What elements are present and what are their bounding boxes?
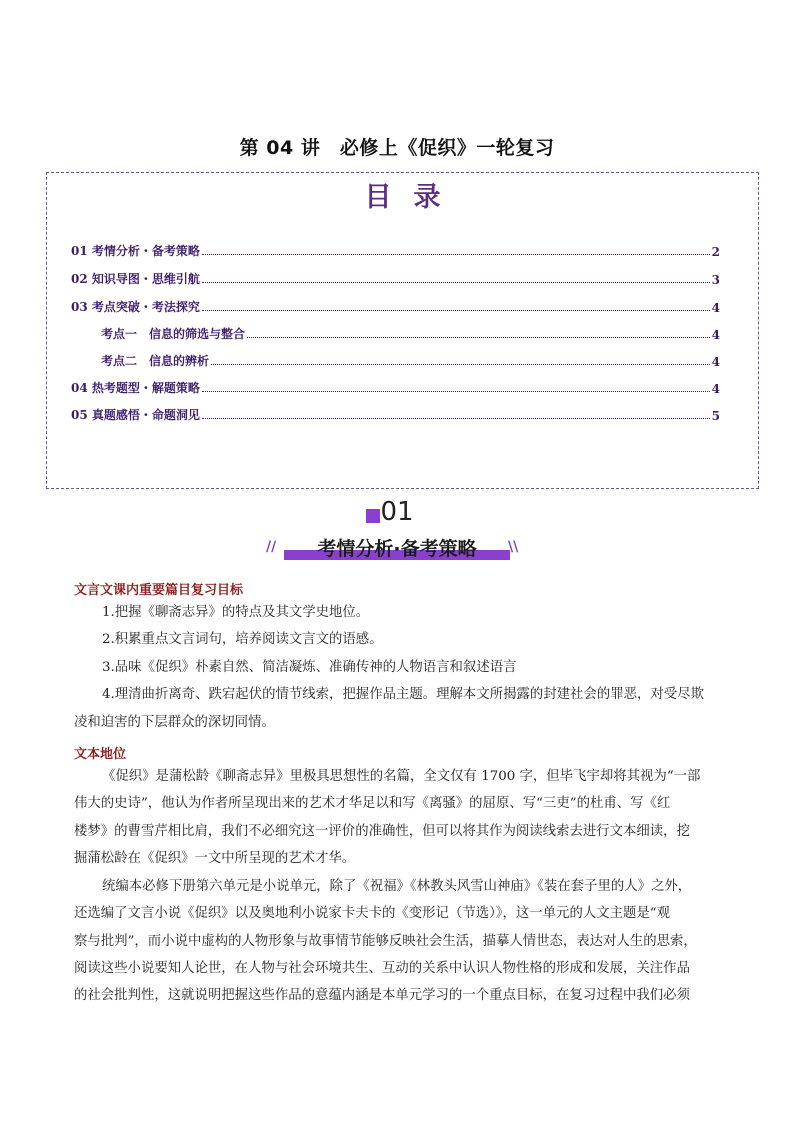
paragraph-line: 阅读这些小说要知人论世，在人物与社会环境共生、互动的关系中认识人物性格的形成和发展，关注作品	[74, 961, 690, 976]
section-title: 考情分析·备考策略	[317, 538, 477, 560]
table-of-contents	[46, 172, 759, 489]
section-number: 01	[380, 497, 414, 527]
toc-item[interactable]: 05 真题感悟・命题洞见 5	[71, 408, 720, 423]
goal-item-continued: 凌和迫害的下层群众的深切同情。	[74, 715, 275, 730]
toc-subitem[interactable]: 考点一 信息的筛选与整合 4	[101, 327, 720, 342]
goal-item: 2.积累重点文言词句，培养阅读文言文的语感。	[102, 632, 383, 647]
toc-item[interactable]: 04 热考题型・解题策略 4	[71, 381, 720, 396]
paragraph-line: 伟大的史诗”，他认为作者所呈现出来的艺术才华足以和写《离骚》的屈原、写“三吏”的杜甫、写《红	[74, 796, 671, 811]
paragraph-line: 还选编了文言小说《促织》以及奥地利小说家卡夫卡的《变形记（节选）》，这一单元的人文主题是“观	[74, 906, 671, 921]
paragraph-line: 统编本必修下册第六单元是小说单元，除了《祝福》《林教头风雪山神庙》《装在套子里的人》之外，	[102, 879, 692, 894]
goal-item: 3.品味《促织》朴素自然、简洁凝炼、准确传神的人物语言和叙述语言	[102, 660, 517, 675]
paragraph-line: 察与批判”，而小说中虚构的人物形象与故事情节能够反映社会生活，描摹人情世态，表达对人生的思索，	[74, 934, 697, 949]
paragraph-line: 的社会批判性，这就说明把握这些作品的意蕴内涵是本单元学习的一个重点目标，在复习过程中我们必须	[74, 988, 690, 1003]
banner-slash-right-icon: \\	[508, 539, 519, 555]
paragraph-line: 掘蒲松龄在《促织》一文中所呈现的艺术才华。	[74, 851, 356, 866]
toc-item[interactable]: 02 知识导图・思维引航 3	[71, 272, 720, 287]
section-banner	[266, 533, 522, 563]
paragraph-line: 楼梦》的曹雪芹相比肩，我们不必细究这一评价的准确性，但可以将其作为阅读线索去进行文本细读，挖	[74, 824, 690, 839]
toc-item[interactable]: 01 考情分析・备考策略 2	[71, 244, 720, 259]
goal-item: 1.把握《聊斋志异》的特点及其文学史地位。	[102, 605, 370, 620]
toc-subitem[interactable]: 考点二 信息的辨析 4	[101, 354, 720, 369]
paragraph-line: 《促织》是蒲松龄《聊斋志异》里极具思想性的名篇，全文仅有 1700 字，但毕飞宇却将其视为“一部	[102, 769, 701, 784]
toc-item[interactable]: 03 考点突破・考法探究 4	[71, 300, 720, 315]
goal-item: 4.理清曲折离奇、跌宕起伏的情节线索，把握作品主题。理解本文所揭露的封建社会的罪恶，对受尽欺	[102, 687, 704, 702]
toc-heading: 目录	[364, 182, 463, 213]
banner-slash-left-icon: //	[266, 539, 277, 555]
goals-heading: 文言文课内重要篇目复习目标	[74, 583, 244, 598]
status-heading: 文本地位	[74, 747, 127, 762]
page-title: 第 04 讲 必修上《促织》一轮复习	[239, 137, 555, 159]
